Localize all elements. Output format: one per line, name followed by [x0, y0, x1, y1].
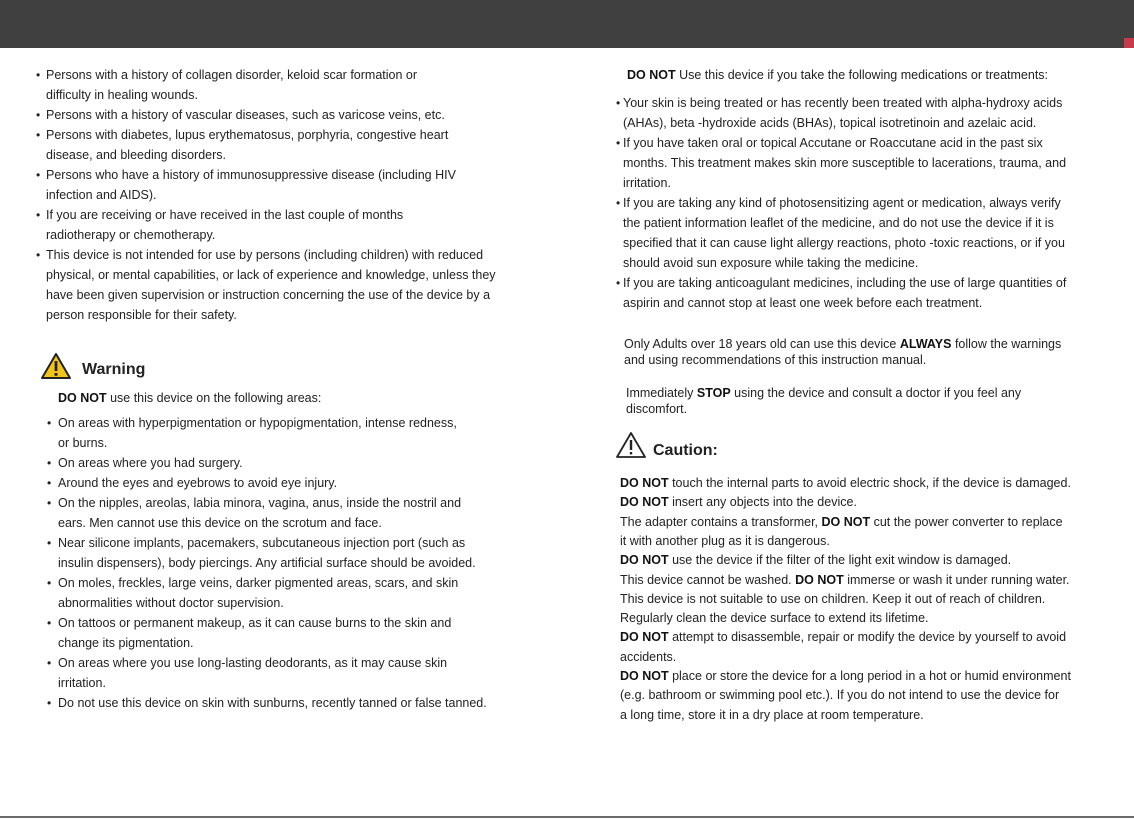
- caution-text: place or store the device for a long period in a hot or humid environment: [668, 669, 1071, 683]
- bullet: •: [47, 456, 52, 470]
- caution-line: [620, 668, 1071, 684]
- caution-line: [620, 687, 1059, 703]
- medications-heading-text: Use this device if you take the following medications or treatments:: [675, 68, 1049, 82]
- caution-text: The adapter contains a transformer,: [620, 514, 822, 529]
- warning-item-line: insulin dispensers), body piercings. Any artificial surface should be avoided.: [58, 556, 476, 570]
- medication-item-line: Your skin is being treated or has recently been treated with alpha-hydroxy acids: [623, 96, 1063, 110]
- caution-text: use the device if the filter of the light exit window is damaged.: [668, 553, 1012, 568]
- list-item-line: Persons with a history of collagen disorder, keloid scar formation or: [46, 68, 418, 82]
- bullet: •: [616, 196, 621, 210]
- list-item-line: This device is not intended for use by persons (including children) with reduced: [46, 248, 484, 262]
- do-not-label: DO NOT: [58, 391, 107, 405]
- bottom-rule: [0, 816, 1134, 818]
- stop-notice-line2: discomfort.: [626, 402, 688, 416]
- caution-line: [620, 475, 1071, 491]
- list-item-line: have been given supervision or instruction concerning the use of the device by a: [46, 288, 491, 302]
- bullet: •: [47, 576, 52, 590]
- bullet: •: [36, 128, 41, 142]
- caution-text: insert any objects into the device.: [668, 495, 857, 510]
- caution-text: it with another plug as it is dangerous.: [620, 533, 830, 548]
- warning-item-line: change its pigmentation.: [58, 636, 194, 650]
- bullet: •: [47, 496, 52, 510]
- warning-item-line: Near silicone implants, pacemakers, subcutaneous injection port (such as: [58, 536, 466, 550]
- list-item-line: Persons with a history of vascular diseases, such as varicose veins, etc.: [46, 108, 445, 122]
- caution-text: touch the internal parts to avoid electric shock, if the device is damaged.: [668, 476, 1071, 490]
- warning-item-line: Around the eyes and eyebrows to avoid eye injury.: [58, 476, 338, 490]
- adults-text-b: follow the warnings: [951, 337, 1062, 351]
- caution-line: [620, 514, 1063, 530]
- list-item-line: difficulty in healing wounds.: [46, 88, 198, 102]
- medication-item-line: should avoid sun exposure while taking the medicine.: [623, 256, 919, 270]
- do-not-label: DO NOT: [620, 476, 669, 490]
- header-accent: [1124, 38, 1134, 48]
- bullet: •: [36, 168, 41, 182]
- do-not-label: DO NOT: [620, 630, 669, 645]
- warning-item-line: On the nipples, areolas, labia minora, vagina, anus, inside the nostril and: [58, 496, 462, 510]
- do-not-label: DO NOT: [627, 68, 676, 82]
- bullet: •: [47, 696, 52, 710]
- caution-line: [620, 610, 929, 626]
- bullet: •: [47, 656, 52, 670]
- caution-text: a long time, store it in a dry place at room temperature.: [620, 707, 924, 722]
- caution-text: (e.g. bathroom or swimming pool etc.). If you do not intend to use the device for: [620, 688, 1060, 703]
- adults-notice-line2: and using recommendations of this instruction manual.: [624, 353, 927, 367]
- do-not-label: DO NOT: [620, 495, 669, 510]
- caution-text: cut the power converter to replace: [870, 514, 1063, 529]
- caution-text: immerse or wash it under running water.: [843, 572, 1070, 587]
- medication-item-line: months. This treatment makes skin more susceptible to lacerations, trauma, and: [623, 156, 1067, 170]
- list-item-line: Persons who have a history of immunosuppressive disease (including HIV: [46, 168, 456, 182]
- do-not-label: DO NOT: [795, 572, 844, 587]
- list-item-line: disease, and bleeding disorders.: [46, 148, 226, 162]
- list-item-line: physical, or mental capabilities, or lack of experience and knowledge, unless they: [46, 268, 496, 282]
- medication-item-line: If you are taking anticoagulant medicines, including the use of large quantities of: [623, 276, 1067, 290]
- caution-line: [620, 533, 830, 549]
- warning-item-line: or burns.: [58, 436, 108, 450]
- top-header-bar: [0, 0, 1134, 48]
- caution-line: [620, 552, 1011, 568]
- bullet: •: [47, 416, 52, 430]
- caution-line: [620, 494, 857, 510]
- warning-item-line: ears. Men cannot use this device on the scrotum and face.: [58, 516, 382, 530]
- caution-line: [620, 629, 1066, 645]
- caution-icon: [615, 431, 647, 459]
- bullet: •: [36, 248, 41, 262]
- bullet: •: [36, 208, 41, 222]
- do-not-label: DO NOT: [620, 669, 669, 683]
- adults-text-a: Only Adults over 18 years old can use this device: [624, 337, 900, 351]
- caution-text: Regularly clean the device surface to extend its lifetime.: [620, 611, 929, 626]
- list-item-line: Persons with diabetes, lupus erythematosus, porphyria, congestive heart: [46, 128, 449, 142]
- bullet: •: [36, 108, 41, 122]
- stop-text-a: Immediately: [626, 386, 697, 400]
- do-not-label: DO NOT: [821, 514, 871, 529]
- bullet: •: [616, 276, 621, 290]
- caution-line: [620, 591, 1045, 607]
- medication-item-line: irritation.: [623, 176, 671, 190]
- warning-item-line: On areas where you had surgery.: [58, 456, 243, 470]
- bullet: •: [616, 96, 621, 110]
- do-not-label: DO NOT: [620, 553, 669, 568]
- caution-line: [620, 649, 676, 665]
- medication-item-line: If you are taking any kind of photosensitizing agent or medication, always verify: [623, 196, 1061, 210]
- warning-intro-text: use this device on the following areas:: [106, 391, 322, 405]
- bullet: •: [36, 68, 41, 82]
- caution-line: [620, 707, 924, 723]
- medication-item-line: If you have taken oral or topical Accutane or Roaccutane acid in the past six: [623, 136, 1043, 150]
- warning-icon: [40, 352, 72, 380]
- caution-text: This device cannot be washed.: [620, 572, 796, 587]
- warning-intro: [58, 390, 321, 406]
- medication-item-line: specified that it can cause light allergy reactions, photo -toxic reactions, or if you: [623, 236, 1065, 250]
- warning-item-line: On moles, freckles, large veins, darker pigmented areas, scars, and skin: [58, 576, 459, 590]
- stop-notice: [626, 385, 1021, 401]
- bullet: •: [616, 136, 621, 150]
- warning-title: Warning: [82, 361, 146, 378]
- adults-notice: [624, 336, 1061, 352]
- warning-item-line: On areas with hyperpigmentation or hypopigmentation, intense redness,: [58, 416, 457, 430]
- list-item-line: If you are receiving or have received in the last couple of months: [46, 208, 404, 222]
- caution-line: [620, 572, 1070, 588]
- warning-item-line: irritation.: [58, 676, 106, 690]
- caution-text: attempt to disassemble, repair or modify the device by yourself to avoid: [668, 630, 1067, 645]
- list-item-line: person responsible for their safety.: [46, 308, 237, 322]
- caution-text: This device is not suitable to use on children. Keep it out of reach of children.: [620, 591, 1046, 606]
- bullet: •: [47, 476, 52, 490]
- warning-item-line: Do not use this device on skin with sunburns, recently tanned or false tanned.: [58, 696, 487, 710]
- stop-label: STOP: [696, 386, 731, 400]
- medication-item-line: the patient information leaflet of the medicine, and do not use the device if it is: [623, 216, 1054, 230]
- medications-heading: [627, 67, 1048, 83]
- always-label: ALWAYS: [899, 337, 952, 351]
- medication-item-line: (AHAs), beta -hydroxide acids (BHAs), topical isotretinoin and azelaic acid.: [623, 116, 1037, 130]
- medication-item-line: aspirin and cannot stop at least one week before each treatment.: [623, 296, 983, 310]
- stop-text-b: using the device and consult a doctor if you feel any: [730, 386, 1022, 400]
- caution-title: Caution:: [653, 442, 718, 459]
- bullet: •: [47, 616, 52, 630]
- caution-text: accidents.: [620, 649, 677, 664]
- list-item-line: infection and AIDS).: [46, 188, 157, 202]
- bullet: •: [47, 536, 52, 550]
- warning-item-line: On tattoos or permanent makeup, as it can cause burns to the skin and: [58, 616, 452, 630]
- warning-item-line: On areas where you use long-lasting deodorants, as it may cause skin: [58, 656, 448, 670]
- warning-item-line: abnormalities without doctor supervision.: [58, 596, 284, 610]
- list-item-line: radiotherapy or chemotherapy.: [46, 228, 216, 242]
